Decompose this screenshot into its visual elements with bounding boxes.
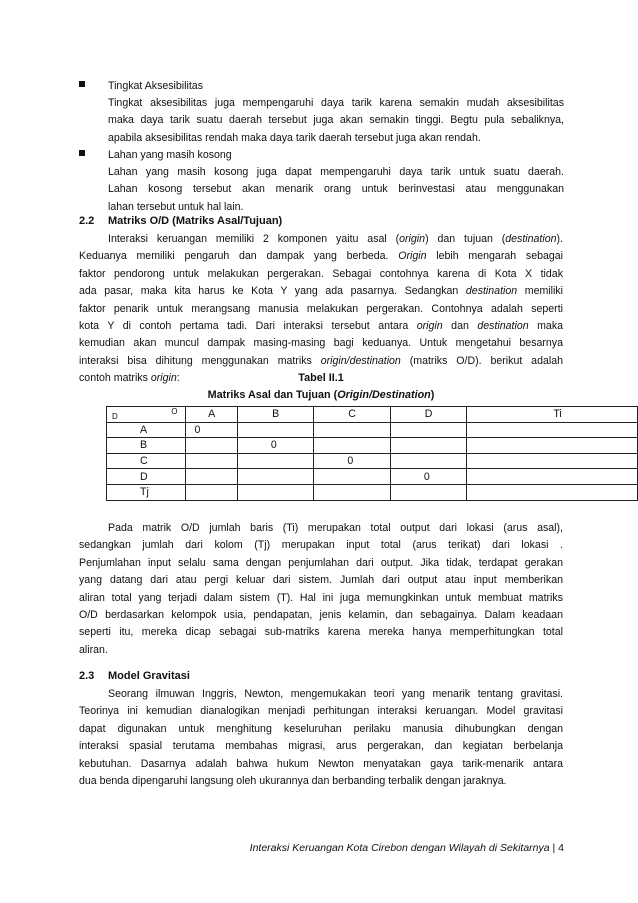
table-caption [79, 370, 563, 404]
table-cell [186, 453, 237, 469]
paragraph-line: dapat digunakan untuk menghitung keseluruhan perilaku manusia dihubungkan dengan [79, 722, 563, 735]
table-cell [314, 484, 390, 500]
table-cell [467, 438, 638, 454]
square-bullet-icon [79, 150, 85, 156]
table-title-prefix: Matriks Asal dan Tujuan ( [207, 389, 338, 401]
bullet-line: Lahan yang masih kosong juga dapat mempengaruhi daya tarik untuk suatu daerah. [108, 166, 564, 179]
table-cell: 0 [237, 438, 313, 454]
section-2-3-paragraph [79, 686, 563, 790]
row-label: B [107, 438, 186, 454]
paragraph-line: Interaksi keruangan memiliki 2 komponen yaitu asal (origin) dan tujuan (destination). [108, 233, 563, 245]
table-header-row [107, 407, 638, 423]
paragraph-line: seperti itu, mereka dicap sebagai sub-matriks karena mereka hanya memperhitungkan total [79, 626, 563, 639]
table-cell [237, 453, 313, 469]
table-cell [314, 469, 390, 485]
paragraph-line: aliran. [79, 643, 108, 656]
table-cell [314, 422, 390, 438]
table-cell [467, 469, 638, 485]
bullet-line: lahan tersebut untuk hal lain. [108, 200, 244, 213]
table-label: Tabel II.1 [298, 372, 344, 384]
table-title [79, 387, 563, 404]
table-cell: 0 [390, 469, 466, 485]
paragraph-line: ada pasar, maka kita harus ke Kota Y yang ada pasarnya. Sedangkan destination memiliki [79, 285, 563, 298]
row-label: Tj [107, 484, 186, 500]
table-cell [467, 453, 638, 469]
table-cell [390, 484, 466, 500]
row-label: D [107, 469, 186, 485]
column-header: C [314, 407, 390, 423]
corner-cell [107, 407, 186, 423]
table-cell [186, 469, 237, 485]
paragraph-line: Keduanya memiliki pengaruh dan dampak yang berbeda. Origin lebih mengarah sebagai [79, 250, 564, 263]
column-header: B [237, 407, 313, 423]
table-row [107, 484, 638, 500]
paragraph-line: yang datang dari atau pergi keluar dari sistem. Jumlah dari output atau input memberikan [79, 574, 563, 587]
paragraph-line: contoh matriks origin: [79, 372, 180, 385]
column-header: D [390, 407, 466, 423]
table-cell [237, 422, 313, 438]
bullet-line: maka daya tarik suatu daerah tersebut juga akan semakin tinggi. Begtu pula sebaliknya, [108, 114, 564, 127]
section-2-2-heading [79, 215, 282, 227]
row-label: A [107, 422, 186, 438]
square-bullet-icon [79, 81, 85, 87]
page-footer [250, 842, 564, 854]
table-cell [390, 453, 466, 469]
section-title: Model Gravitasi [108, 670, 190, 682]
table-row [107, 469, 638, 485]
section-number: 2.3 [79, 670, 95, 682]
table-cell [467, 422, 638, 438]
bullet-title: Tingkat Aksesibilitas [108, 80, 203, 92]
column-header: Ti [467, 407, 638, 423]
table-row [107, 422, 638, 438]
column-header: A [186, 407, 237, 423]
paragraph-line: O/D berdasarkan kelompok usia, pendapatan, jenis kelamin, dan sebagainya. Dalam keadaan [79, 609, 563, 622]
table-cell: 0 [314, 453, 390, 469]
table-cell [314, 438, 390, 454]
paragraph-line: faktor penarik untuk merangsang manusia melakukan pergerakan. Contohnya adalah seperti [79, 302, 563, 315]
table-title-italic: Origin/Destination [337, 389, 431, 401]
section-2-2-paragraph [79, 231, 563, 388]
paragraph-line: aliran total yang terjadi dalam sistem (T). Hal ini juga memungkinkan untuk membuat matriks [79, 591, 563, 604]
bullet-line: apabila aksesibilitas rendah maka daya tarik daerah tersebut juga akan rendah. [108, 131, 481, 144]
table-cell [237, 484, 313, 500]
paragraph-line: interaksi bisa dihitung menggunakan matriks origin/destination (matriks O/D). berikut adalah [79, 354, 563, 367]
bullet-line: Tingkat aksesibilitas juga mempengaruhi daya tarik karena semakin mudah aksesibilitas [108, 97, 564, 110]
paragraph-line: faktor pendorong untuk melakukan pergerakan. Sebagai contohnya karena di Kota X tidak [79, 267, 563, 280]
bullet-title: Lahan yang masih kosong [108, 149, 232, 161]
section-2-3-heading [79, 670, 190, 682]
paragraph-line: Penjumlahan input selalu sama dengan penjumlahan dari output. Jika tidak, terdapat gerakan [79, 556, 563, 569]
paragraph-line: Seorang ilmuwan Inggris, Newton, mengemukakan teori yang menarik tentang gravitasi. [108, 688, 563, 700]
paragraph-line: sedangkan jumlah dari kolom (Tj) merupakan input total (arus terikat) dari lokasi . [79, 539, 563, 552]
bullet-line: Lahan kosong tersebut akan menarik orang untuk berinvestasi atau menggunakan [108, 183, 564, 196]
paragraph-line: Pada matrik O/D jumlah baris (Ti) merupakan total output dari lokasi (arus asal), [108, 522, 563, 534]
table-cell [186, 484, 237, 500]
table-row [107, 438, 638, 454]
section-title: Matriks O/D (Matriks Asal/Tujuan) [108, 215, 283, 227]
od-matrix-table [106, 406, 638, 501]
paragraph-line: interaksi spasial terutama membahas migrasi, arus pergerakan, dan kegiatan berbelanja [79, 740, 563, 753]
paragraph-line: kemudian akan muncul dampak masing-masing bagi keduanya. Untuk mengetahui besarnya [79, 337, 563, 350]
table-cell [237, 469, 313, 485]
row-label: C [107, 453, 186, 469]
page-number: 4 [558, 842, 564, 854]
footer-title: Interaksi Keruangan Kota Cirebon dengan Wilayah di Sekitarnya [249, 842, 550, 854]
table-cell [390, 422, 466, 438]
paragraph-line: dua benda dipengaruhi langsung oleh ukurannya dan berbanding terbalik dengan jaraknya. [79, 775, 507, 788]
table-cell: 0 [186, 422, 237, 438]
corner-label-d: D [112, 412, 118, 421]
paragraph-line: kebutuhan. Dasarnya adalah bahwa hukum Newton menyatakan gaya tarik-menarik antara [79, 757, 563, 770]
paragraph-line: kota Y di contoh pertama tadi. Dari interaksi tersebut antara origin dan destination maka [79, 320, 564, 333]
table-cell [467, 484, 638, 500]
table-cell [390, 438, 466, 454]
section-number: 2.2 [79, 215, 95, 227]
table-title-suffix: ) [430, 389, 435, 401]
table-row [107, 453, 638, 469]
od-explanation-paragraph [79, 520, 563, 659]
table-cell [186, 438, 237, 454]
bullet-lahan-kosong [79, 147, 564, 216]
corner-label-o: O [171, 407, 178, 416]
paragraph-line: Teorinya ini kemudian dianalogikan menjadi perhitungan interaksi keruangan. Model gravitasi [79, 705, 563, 718]
footer-separator: | [552, 842, 556, 854]
bullet-aksesibilitas [79, 78, 564, 147]
